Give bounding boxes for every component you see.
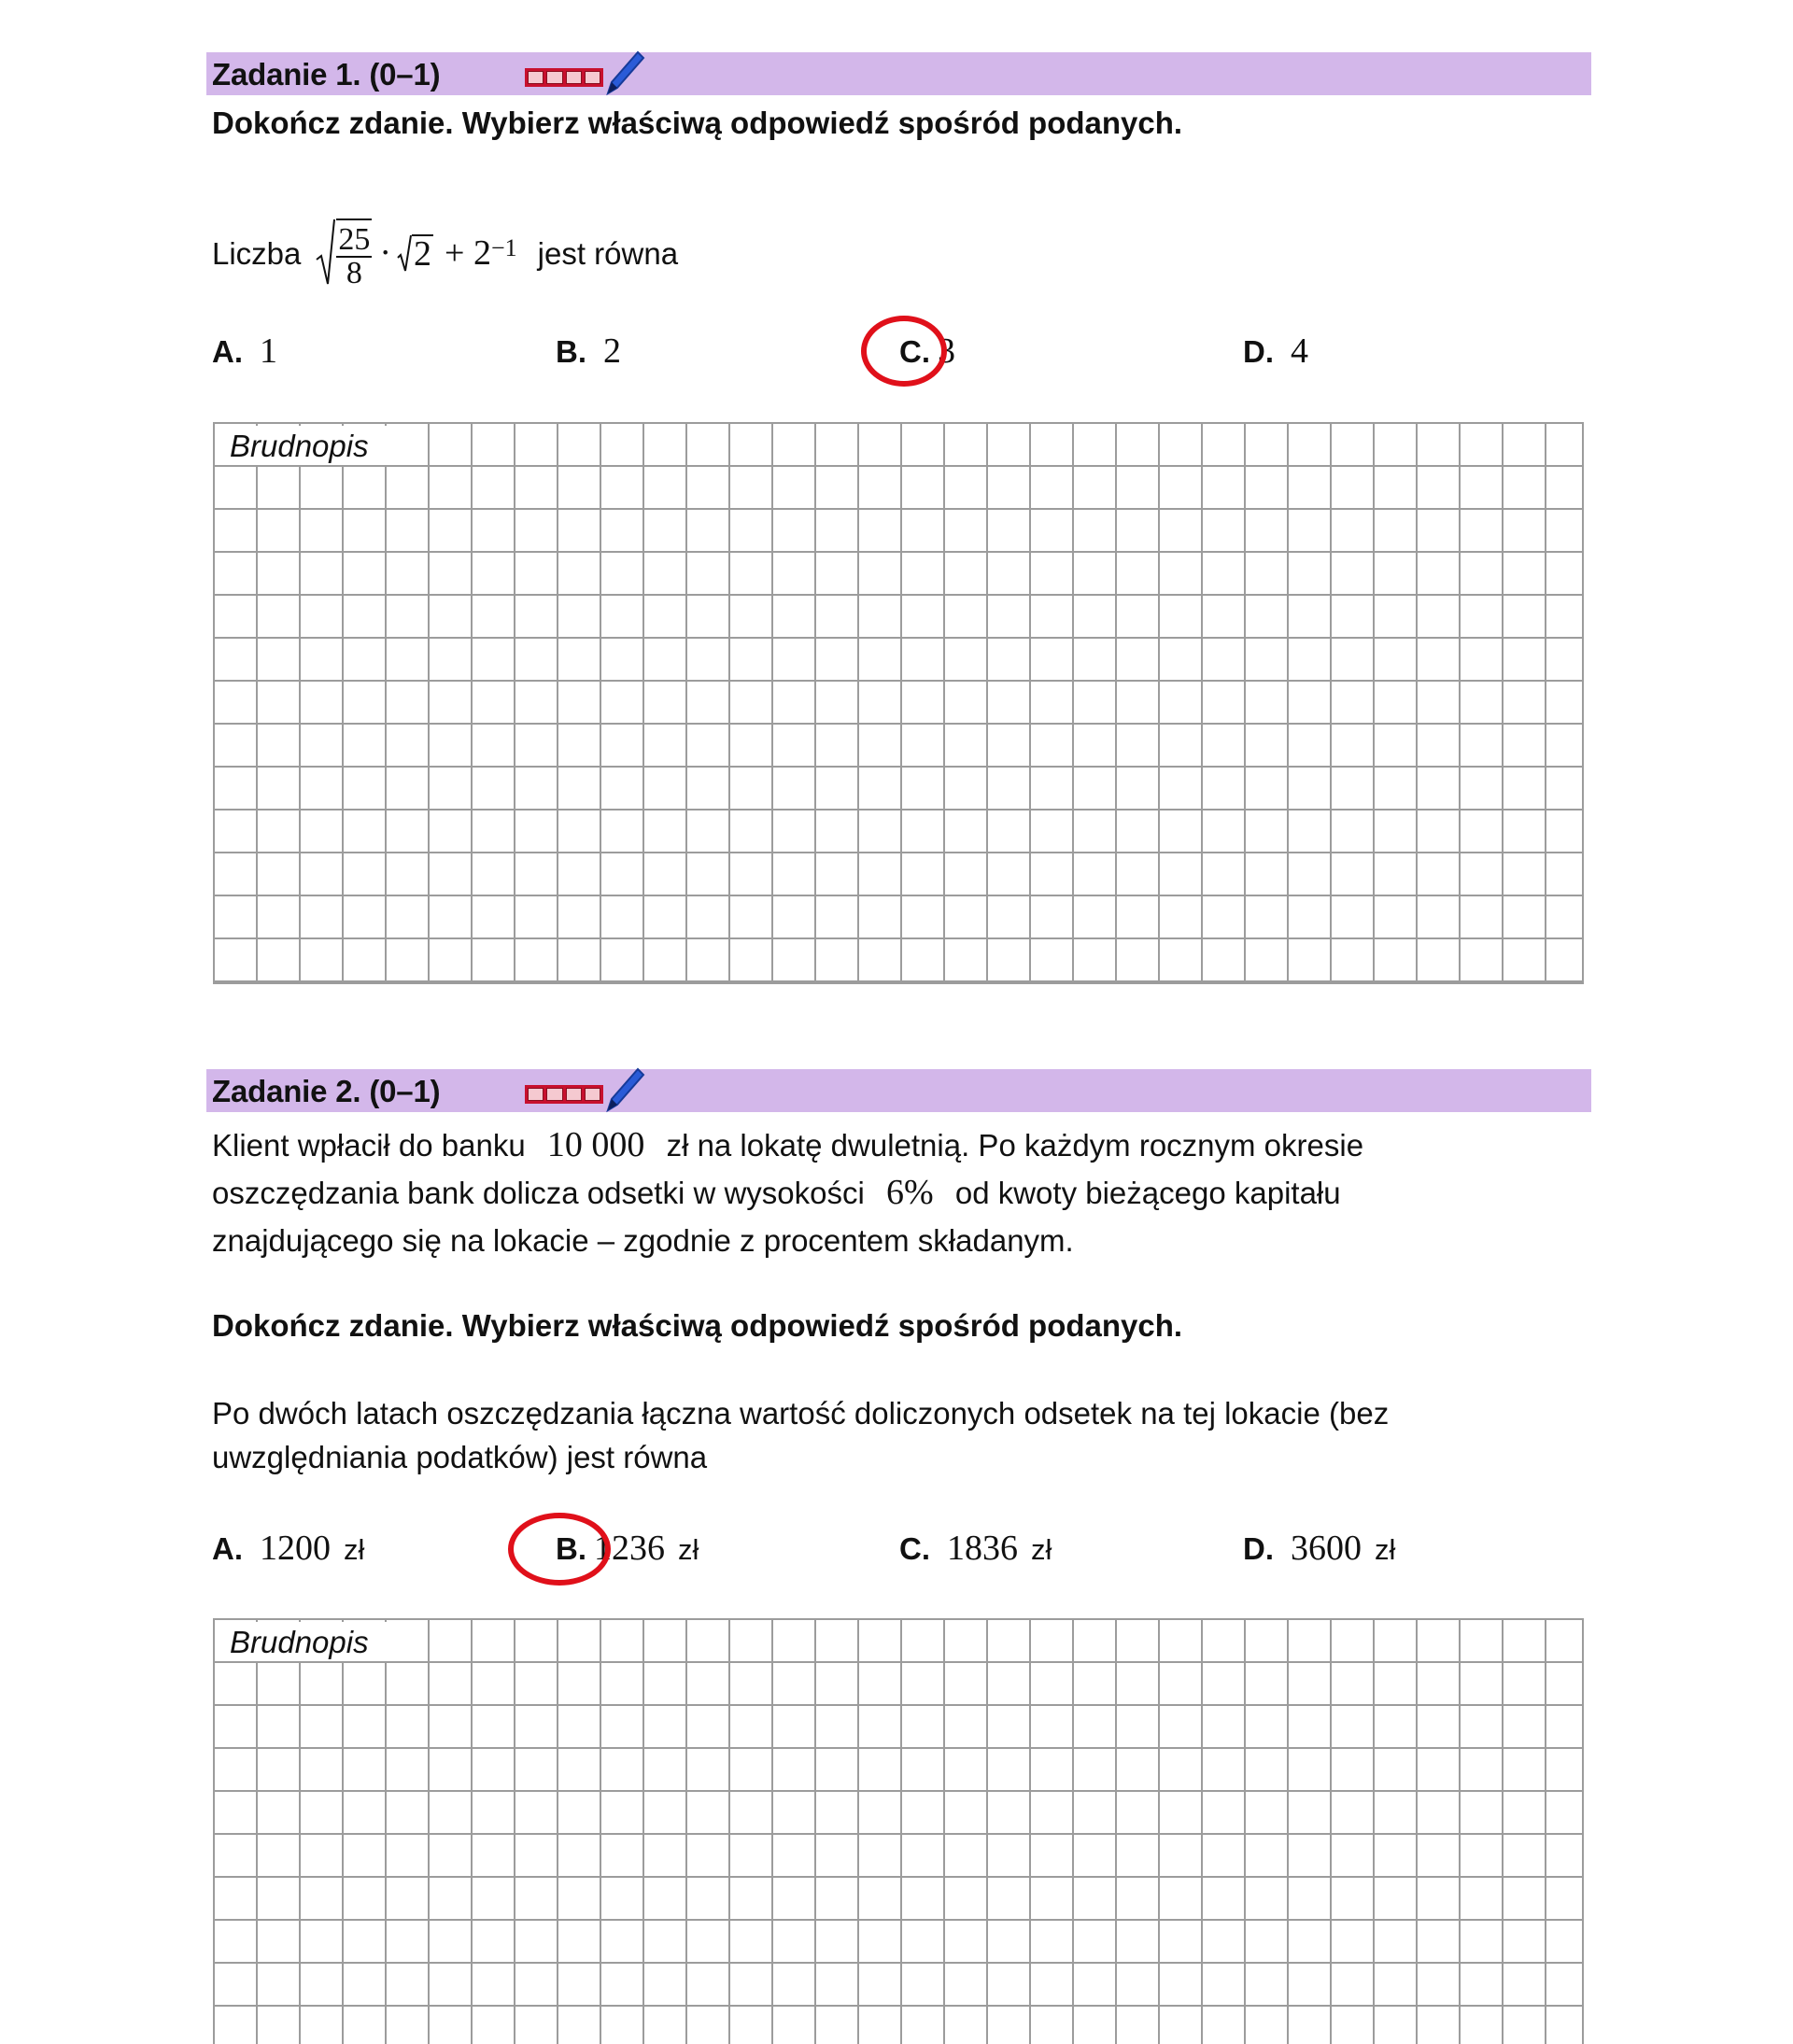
answer-letter: C. (899, 1531, 930, 1566)
task1-scratchpad-label: Brudnopis (217, 426, 426, 465)
answer-letter: B. (556, 334, 586, 369)
task2-answer-d[interactable] (1243, 1528, 1395, 1569)
score-boxes-icon (525, 68, 603, 87)
answer-letter: C. (899, 334, 930, 369)
task2-title: Zadanie 2. (0–1) (212, 1074, 441, 1108)
task2-percent: 6% (886, 1173, 934, 1212)
task2-instruction: Dokończ zdanie. Wybierz właściwą odpowiedź spośród podanych. (212, 1308, 1183, 1343)
answer-unit: zł (1375, 1533, 1396, 1566)
task2-header (206, 1069, 1591, 1112)
task1-plus-two: + 2 (445, 233, 491, 273)
task2-question-line2: uwzględniania podatków) jest równa (212, 1440, 708, 1474)
task1-exponent: −1 (490, 233, 517, 261)
task1-instruction: Dokończ zdanie. Wybierz właściwą odpowiedź spośród podanych. (212, 106, 1183, 140)
task2-question-line1: Po dwóch latach oszczędzania łączna wartość doliczonych odsetek na tej lokacie (bez (212, 1396, 1390, 1431)
task2-stem-line2-b: od kwoty bieżącego kapitału (954, 1176, 1341, 1210)
answer-value: 2 (603, 331, 621, 371)
task2-answer-c[interactable] (899, 1528, 1052, 1569)
task1-stem-suffix: jest równa (537, 235, 679, 271)
pen-icon (602, 49, 647, 97)
task2-stem-line2-a: oszczędzania bank dolicza odsetki w wysokości (212, 1176, 865, 1210)
task1-scratchpad-grid[interactable] (213, 422, 1584, 984)
answer-unit: zł (678, 1533, 699, 1566)
answer-letter: B. (556, 1531, 586, 1566)
task1-title: Zadanie 1. (0–1) (212, 57, 441, 92)
answer-value: 1200 (260, 1529, 331, 1568)
answer-unit: zł (1031, 1533, 1052, 1566)
task1-answer-d[interactable] (1243, 331, 1308, 372)
task1-dot: · (379, 233, 392, 273)
task2-stem-line1-b: zł na lokatę dwuletnią. Po każdym rocznym okresie (666, 1128, 1364, 1163)
task1-answer-b[interactable] (556, 331, 621, 372)
task1-answer-circle-mark (861, 316, 947, 387)
task1-expression (316, 217, 516, 289)
answer-letter: D. (1243, 1531, 1274, 1566)
answer-letter: D. (1243, 334, 1274, 369)
answer-value: 3 (938, 331, 955, 371)
task1-fraction-denominator: 8 (346, 256, 362, 290)
answer-letter: A. (212, 334, 243, 369)
task1-header (206, 52, 1591, 95)
answer-value: 4 (1291, 331, 1308, 371)
small-radical-icon (397, 233, 412, 273)
task1-stem-prefix: Liczba (212, 235, 302, 271)
task2-stem-line1 (212, 1121, 1363, 1169)
task2-answer-a[interactable] (212, 1528, 364, 1569)
task1-answer-a[interactable] (212, 331, 277, 372)
pen-icon (602, 1065, 647, 1114)
answer-value: 3600 (1291, 1529, 1362, 1568)
answer-letter: A. (212, 1531, 243, 1566)
score-boxes-icon (525, 1085, 603, 1104)
answer-unit: zł (344, 1533, 365, 1566)
task2-scratchpad-grid[interactable] (213, 1618, 1584, 2044)
task1-sqrt2 (397, 233, 433, 273)
answer-value: 1236 (594, 1529, 665, 1568)
task1-sqrt-arg: 2 (414, 234, 432, 274)
task2-stem-line3: znajdującego się na lokacie – zgodnie z procentem składanym. (212, 1223, 1074, 1258)
answer-value: 1 (260, 331, 277, 371)
task2-scratchpad-label: Brudnopis (217, 1622, 426, 1661)
task2-stem-line2 (212, 1169, 1363, 1217)
task2-stem (212, 1121, 1363, 1264)
task1-stem (212, 217, 678, 289)
answer-value: 1836 (947, 1529, 1018, 1568)
task2-answer-circle-mark (508, 1513, 611, 1586)
task1-fraction-numerator: 25 (338, 222, 371, 257)
radical-icon (316, 218, 336, 288)
task2-amount: 10 000 (546, 1125, 645, 1164)
task2-stem-line1-a: Klient wpłacił do banku (212, 1128, 526, 1163)
task2-question (212, 1391, 1389, 1479)
task1-fraction (336, 218, 372, 289)
